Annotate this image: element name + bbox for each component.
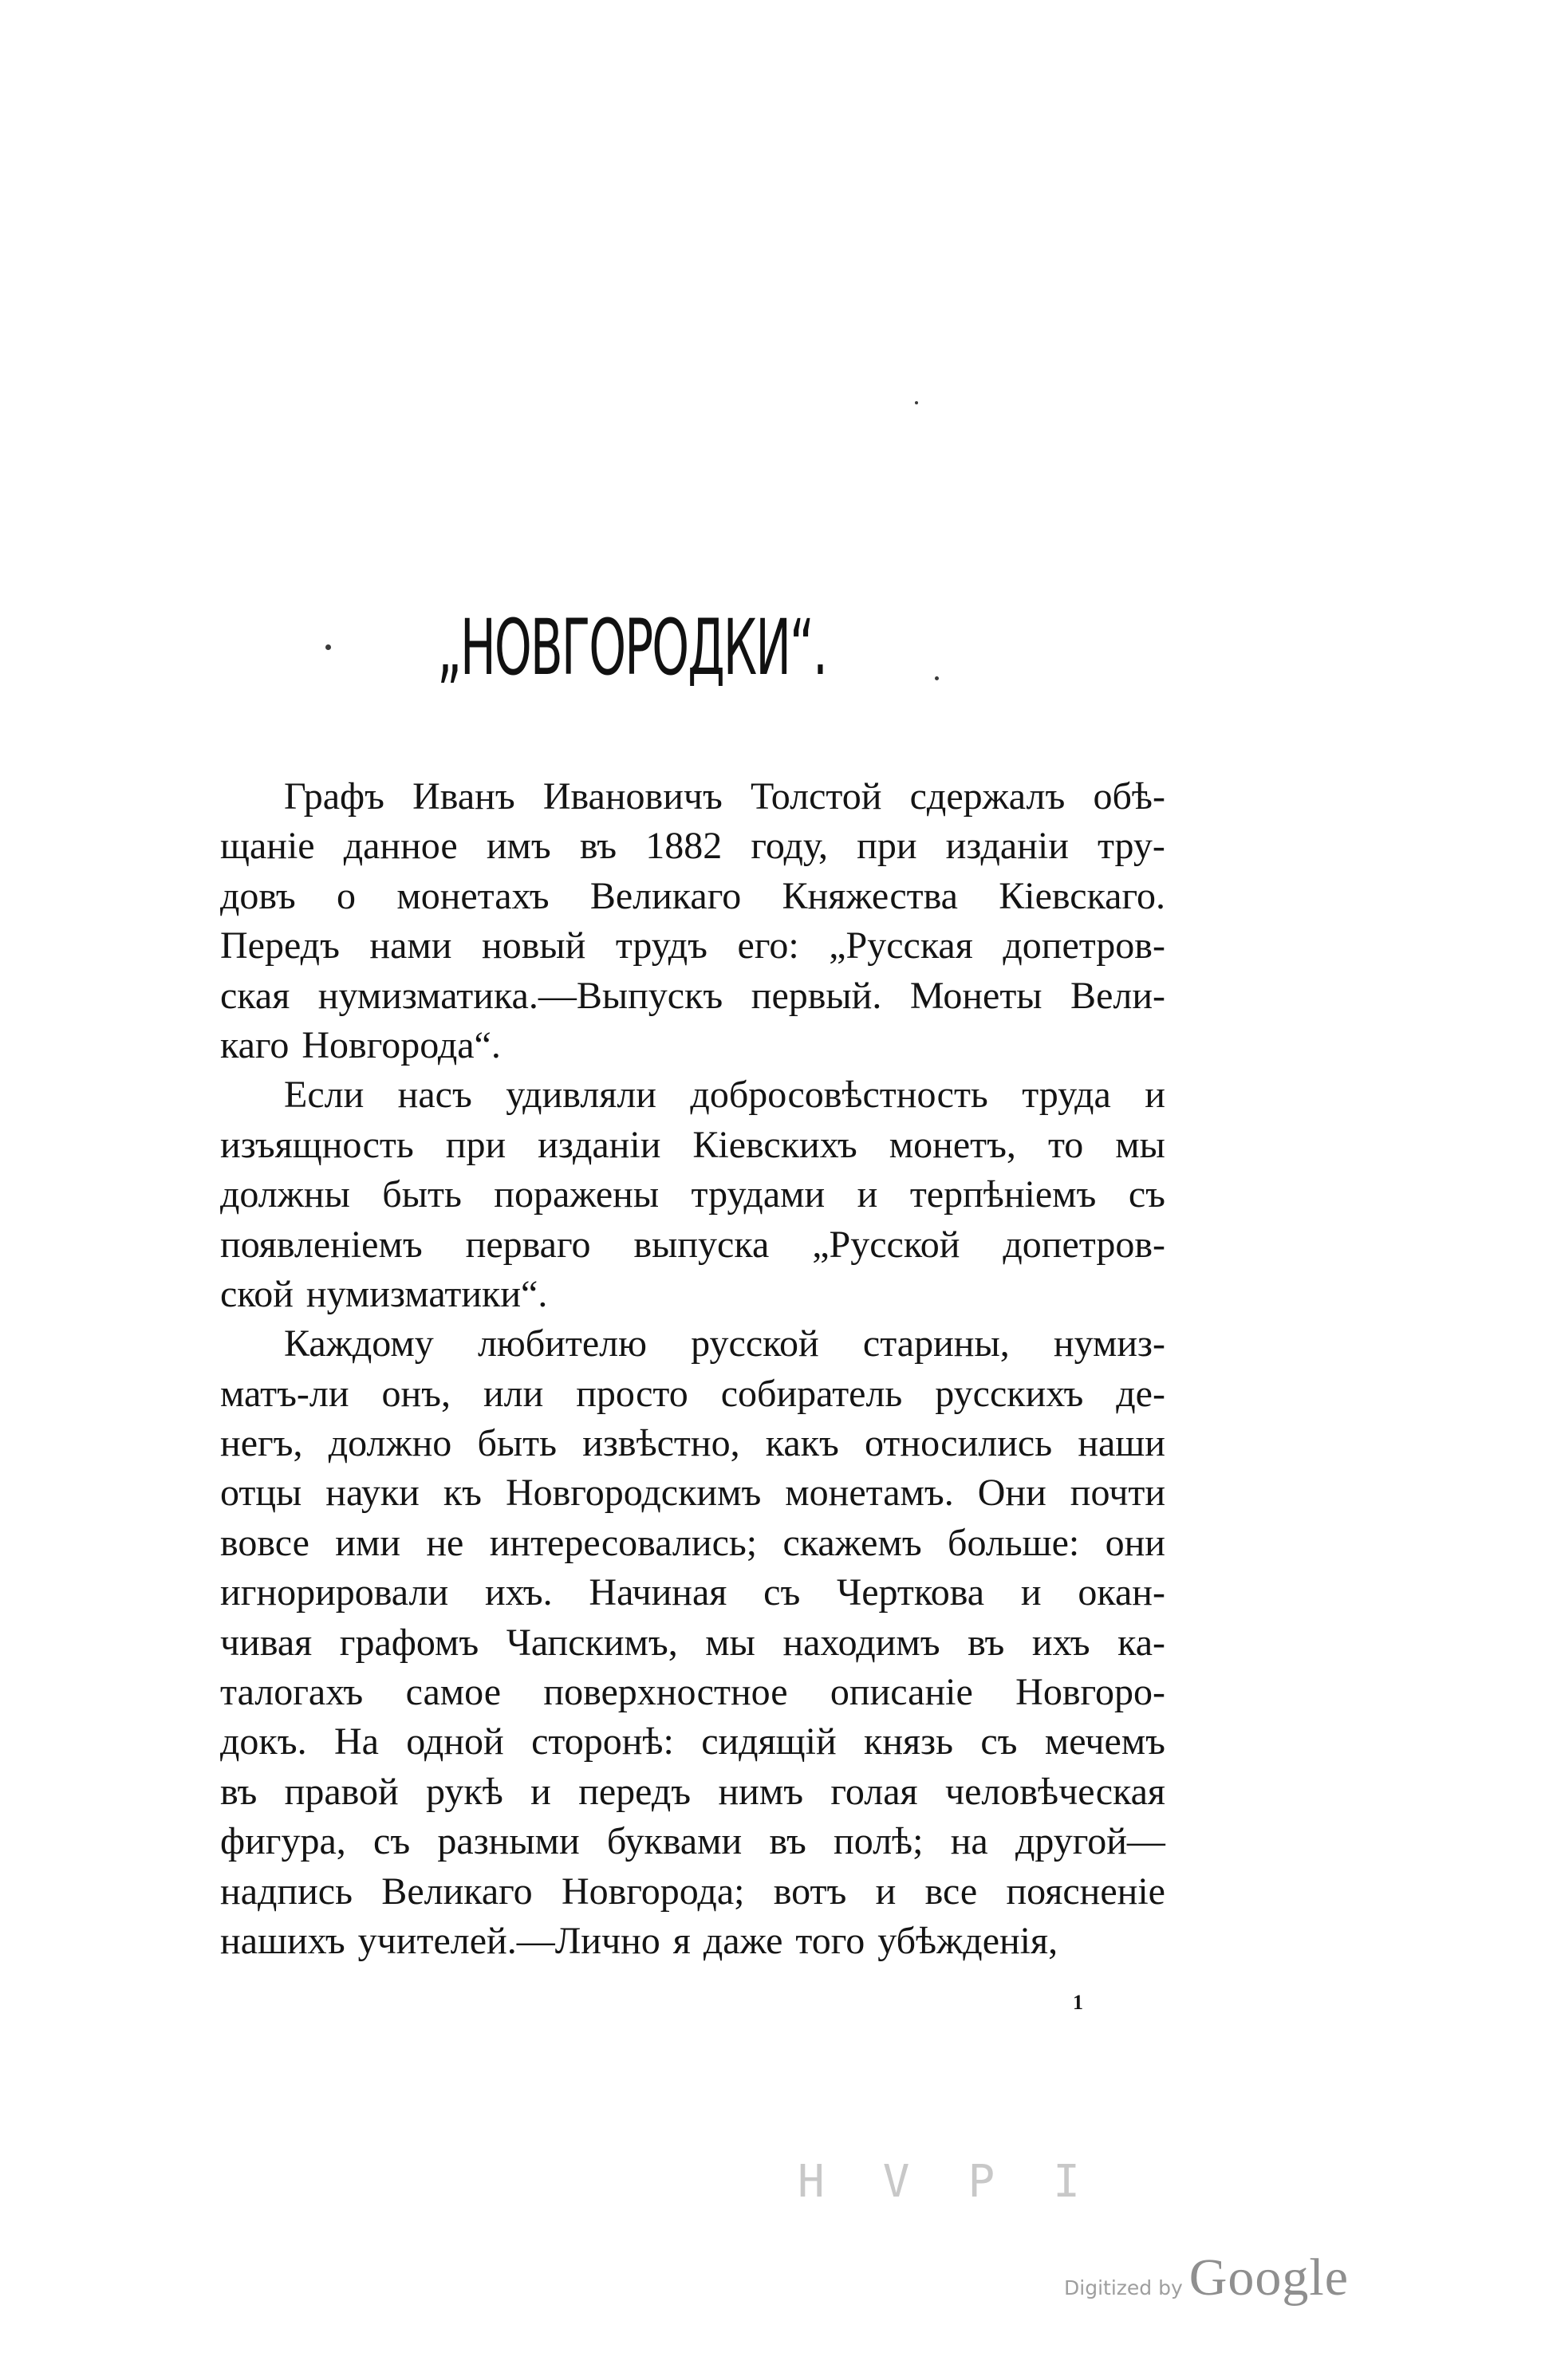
word: Если (284, 1074, 365, 1117)
text-line (220, 1519, 1165, 1568)
word: ской (220, 1272, 294, 1315)
text-line (220, 1618, 1165, 1668)
signature-mark: 1 (1073, 1991, 1083, 2014)
word: одной (406, 1720, 504, 1763)
word: любителю (477, 1322, 647, 1365)
word: науки (325, 1472, 420, 1515)
word: Каждому (284, 1322, 434, 1365)
word: чивая (220, 1621, 313, 1664)
text-line (220, 1319, 1165, 1369)
word: первый. (751, 974, 882, 1017)
word: почти (1070, 1472, 1165, 1515)
text-line (220, 872, 1165, 921)
word: больше: (948, 1521, 1080, 1564)
word: нашихъ (220, 1919, 345, 1962)
word: поясненіе (1006, 1870, 1165, 1913)
word: отцы (220, 1472, 302, 1515)
text-line (220, 1021, 1165, 1070)
google-logo: Google (1188, 2248, 1350, 2307)
word: Начиная (589, 1571, 727, 1614)
word: русскихъ (935, 1372, 1084, 1415)
word: изданіи (945, 825, 1069, 868)
word: монетамъ. (785, 1472, 954, 1515)
word: съ (980, 1720, 1018, 1763)
library-stamp (798, 2153, 1085, 2209)
text-line (220, 1220, 1165, 1270)
word: и (1145, 1074, 1165, 1117)
word: собиратель (720, 1372, 903, 1415)
word: Княжества (782, 874, 958, 917)
word: ими (335, 1521, 401, 1564)
word: то (1047, 1123, 1084, 1166)
word: правой (284, 1770, 399, 1813)
word: просто (576, 1372, 688, 1415)
word: данное (343, 825, 458, 868)
word: и (857, 1173, 878, 1216)
word: ихъ. (484, 1571, 553, 1614)
word: На (333, 1720, 379, 1763)
word: мы (1115, 1123, 1165, 1166)
word: появленіемъ (220, 1223, 423, 1266)
word: рукѣ (426, 1770, 503, 1813)
word: де- (1116, 1372, 1165, 1415)
word: должно (328, 1422, 452, 1465)
word: описаніе (830, 1671, 973, 1714)
word: даже (703, 1919, 783, 1962)
word: изданіи (538, 1123, 661, 1166)
word: Кіевскихъ (692, 1123, 857, 1166)
word: трудами (691, 1173, 826, 1216)
word: трудъ (615, 924, 707, 967)
word: находимъ (782, 1621, 940, 1664)
word: Новгоро- (1015, 1671, 1165, 1714)
word: талогахъ (220, 1671, 364, 1714)
word: должны (220, 1173, 350, 1216)
word: и (875, 1870, 897, 1913)
word: Иванъ (412, 775, 515, 818)
word: Толстой (751, 775, 882, 818)
word: русской (691, 1322, 819, 1365)
word: скажемъ (782, 1521, 922, 1564)
word: Новгородскимъ (505, 1472, 762, 1515)
text-line (220, 1121, 1165, 1170)
word: съ (763, 1571, 801, 1614)
word: я (672, 1919, 691, 1962)
word: не (426, 1521, 464, 1564)
word: передъ (578, 1770, 692, 1813)
text-line (220, 1369, 1165, 1419)
word: Чапскимъ, (506, 1621, 678, 1664)
text-line (220, 971, 1165, 1021)
text-line (220, 921, 1165, 971)
text-line (220, 1917, 1165, 1966)
word: Великаго (589, 874, 742, 917)
stamp-letter: H (798, 2155, 830, 2208)
word: щаніе (220, 825, 315, 868)
word: Вели- (1070, 974, 1165, 1017)
word: при (857, 825, 917, 868)
word: въ (220, 1770, 258, 1813)
word: новый (482, 924, 586, 967)
word: ская (220, 974, 290, 1017)
word: тру- (1097, 825, 1165, 868)
text-line (220, 1170, 1165, 1220)
word: каго (220, 1023, 290, 1066)
word: поражены (494, 1173, 660, 1216)
word: или (483, 1372, 544, 1415)
word: въ (769, 1820, 806, 1863)
word: надпись (220, 1870, 353, 1913)
word: „Русская (829, 924, 973, 967)
word: нумизматики“. (305, 1272, 548, 1315)
word: вовсе (220, 1521, 309, 1564)
word: довъ (220, 874, 296, 917)
word: быть (382, 1173, 462, 1216)
text-line (220, 1419, 1165, 1468)
word: ихъ (1031, 1621, 1090, 1664)
word: мечемъ (1044, 1720, 1165, 1763)
word: онъ, (381, 1372, 451, 1415)
word: они (1105, 1521, 1165, 1564)
word: Черткова (837, 1571, 985, 1614)
word: окан- (1078, 1571, 1165, 1614)
word: добросовѣстность (690, 1074, 988, 1117)
word: на (950, 1820, 988, 1863)
word: матъ-ли (220, 1372, 349, 1415)
word: интересовались; (489, 1521, 758, 1564)
word: быть (477, 1422, 558, 1465)
word: „Русской (812, 1223, 960, 1266)
text-line (220, 1867, 1165, 1917)
word: Кіевскаго. (999, 874, 1165, 917)
text-line (220, 1468, 1165, 1518)
word: самое (405, 1671, 502, 1714)
word: Монеты (909, 974, 1042, 1017)
word: наши (1078, 1422, 1165, 1465)
word: его: (737, 924, 799, 967)
word: 1882 (645, 825, 723, 868)
word: Передъ (220, 924, 340, 967)
word: относились (865, 1422, 1053, 1465)
word: при (445, 1123, 506, 1166)
word: ка- (1117, 1621, 1165, 1664)
word: труда (1022, 1074, 1111, 1117)
word: Новгорода“. (302, 1023, 501, 1066)
word: нумизматика.—Выпускъ (317, 974, 723, 1017)
word: выпуска (633, 1223, 770, 1266)
word: Великаго (381, 1870, 533, 1913)
word: монетъ, (889, 1123, 1016, 1166)
word: въ (968, 1621, 1005, 1664)
word: поверхностное (543, 1671, 788, 1714)
text-line (220, 772, 1165, 822)
word: старины, (862, 1322, 1010, 1365)
word: перваго (465, 1223, 591, 1266)
word: игнорировали (220, 1571, 449, 1614)
word: человѣческая (944, 1770, 1165, 1813)
digitized-by-label: Digitized by (1064, 2276, 1183, 2299)
word: сидящій (701, 1720, 837, 1763)
text-line (220, 1767, 1165, 1817)
text-line (220, 1717, 1165, 1767)
scan-speck (325, 644, 331, 650)
text-line (220, 1668, 1165, 1717)
page-title: „НОВГОРОДКИ“. (437, 603, 827, 692)
stamp-letter: I (1053, 2155, 1085, 2208)
word: графомъ (339, 1621, 479, 1664)
word: имъ (486, 825, 551, 868)
word: фигура, (220, 1820, 346, 1863)
word: о (337, 874, 357, 917)
word: году, (751, 825, 829, 868)
word: вотъ (773, 1870, 847, 1913)
word: допетров- (1003, 924, 1165, 967)
word: того (795, 1919, 865, 1962)
word: негъ, (220, 1422, 303, 1465)
word: все (924, 1870, 978, 1913)
word: разными (437, 1820, 580, 1863)
word: нумиз- (1053, 1322, 1165, 1365)
word: Они (977, 1472, 1046, 1515)
scan-speck (915, 401, 918, 404)
word: учителей.—Лично (357, 1919, 660, 1962)
word: монетахъ (396, 874, 550, 917)
text-line (220, 1568, 1165, 1618)
word: голая (830, 1770, 918, 1813)
word: насъ (397, 1074, 472, 1117)
google-watermark (1064, 2248, 1350, 2307)
word: сдержалъ (909, 775, 1066, 818)
stamp-letter: V (882, 2155, 915, 2208)
text-line (220, 1070, 1165, 1120)
word: сторонѣ: (531, 1720, 674, 1763)
word: въ (579, 825, 617, 868)
body-text (220, 772, 1165, 1966)
word: нами (369, 924, 452, 967)
word: изъящность (220, 1123, 414, 1166)
word: князь (864, 1720, 953, 1763)
text-line (220, 822, 1165, 871)
word: съ (373, 1820, 411, 1863)
word: обѣ- (1093, 775, 1165, 818)
text-line (220, 1817, 1165, 1866)
word: допетров- (1003, 1223, 1165, 1266)
scan-speck (935, 676, 939, 680)
word: извѣстно, (582, 1422, 740, 1465)
word: мы (705, 1621, 755, 1664)
word: Ивановичъ (542, 775, 723, 818)
word: къ (443, 1472, 482, 1515)
word: другой— (1015, 1820, 1165, 1863)
word: нимъ (718, 1770, 804, 1813)
word: убѣжденія, (877, 1919, 1058, 1962)
word: и (530, 1770, 551, 1813)
word: удивляли (506, 1074, 656, 1117)
word: съ (1128, 1173, 1165, 1216)
word: и (1020, 1571, 1042, 1614)
word: полѣ; (834, 1820, 924, 1863)
word: Новгорода; (561, 1870, 745, 1913)
word: буквами (606, 1820, 743, 1863)
stamp-letter: P (968, 2155, 1000, 2208)
word: Графъ (284, 775, 384, 818)
text-line (220, 1270, 1165, 1319)
word: докъ. (220, 1720, 307, 1763)
word: терпѣніемъ (909, 1173, 1097, 1216)
word: какъ (765, 1422, 839, 1465)
